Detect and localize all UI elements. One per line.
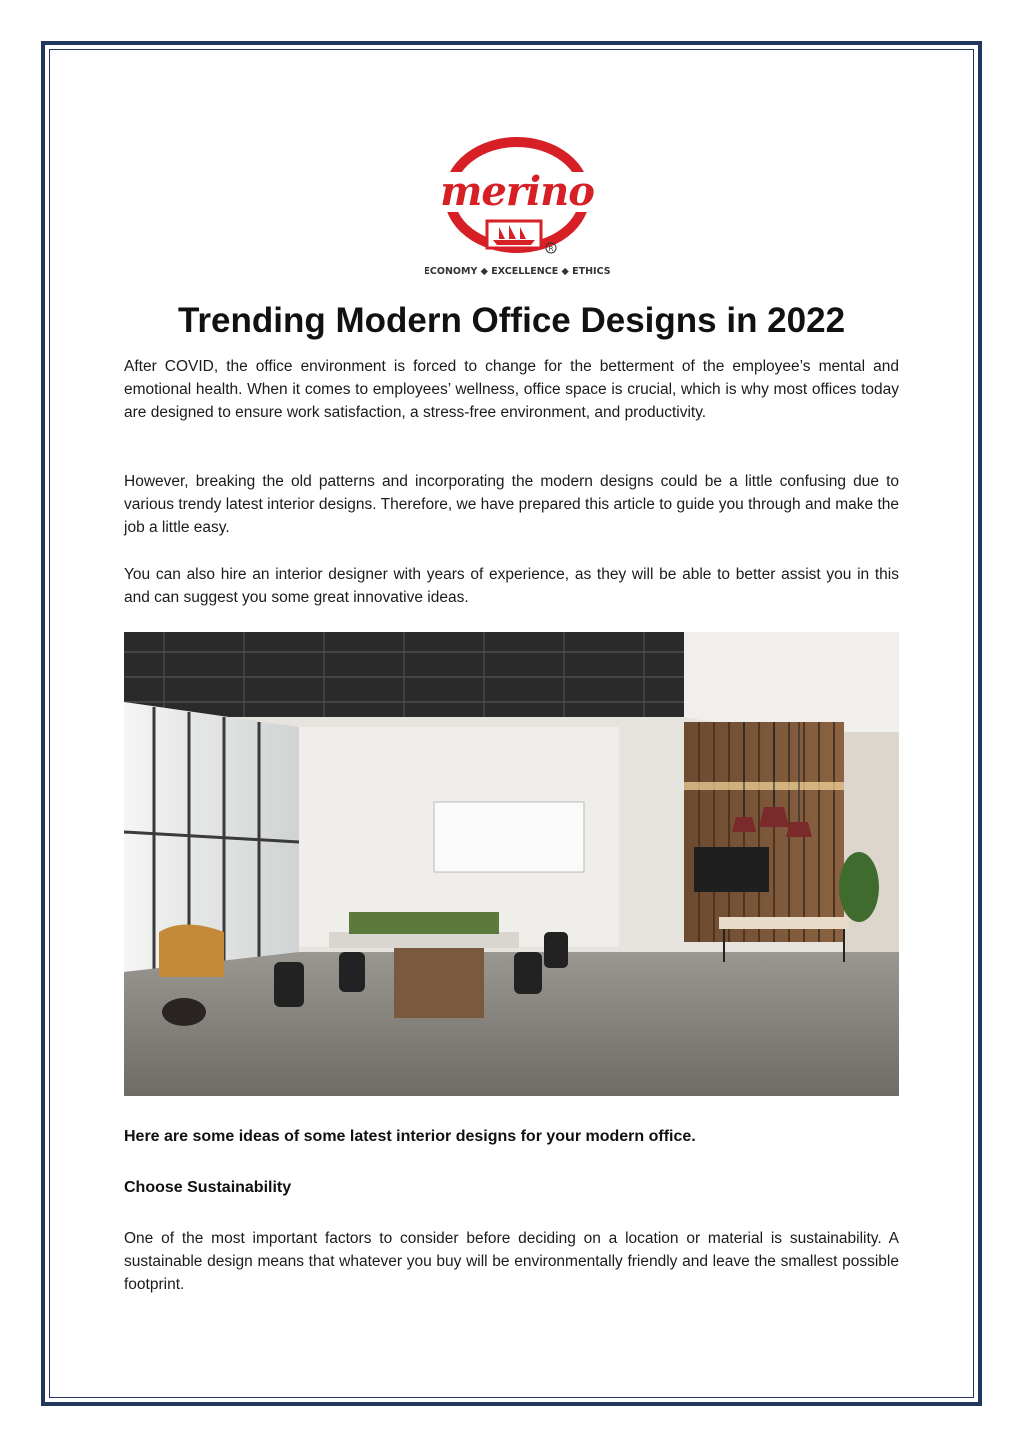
paragraph-3: You can also hire an interior designer with years of experience, as they will be able to better assist you in this and can suggest you some great innovative ideas. (124, 566, 899, 606)
paragraph-2: However, breaking the old patterns and incorporating the modern designs could be a little confusing due to various trendy latest interior designs. Therefore, we have prepared this article to guide you through and make the job a little easy. (124, 473, 899, 536)
svg-text:R: R (548, 245, 554, 253)
sustainability-paragraph: One of the most important factors to consider before deciding on a location or material is sustainability. A sustainable design means that whatever you buy will be environmentally friendly and leave the smallest possible footprint. (124, 1230, 899, 1293)
section-heading-sustainability: Choose Sustainability (124, 1179, 292, 1196)
intro-paragraph: After COVID, the office environment is forced to change for the betterment of the employee’s mental and emotional health. When it comes to employees’ wellness, office space is crucial, which is why most offices today are designed to ensure work satisfaction, a stress-free environment, and productivity. (124, 358, 899, 421)
ideas-heading: Here are some ideas of some latest interior designs for your modern office. (124, 1128, 696, 1145)
merino-logo (425, 135, 615, 280)
logo-wordmark: merino (440, 168, 594, 215)
logo-tagline: ECONOMY ◆ EXCELLENCE ◆ ETHICS (425, 266, 611, 277)
office-interior-photo (124, 632, 899, 1096)
page-title: Trending Modern Office Designs in 2022 (177, 301, 846, 340)
